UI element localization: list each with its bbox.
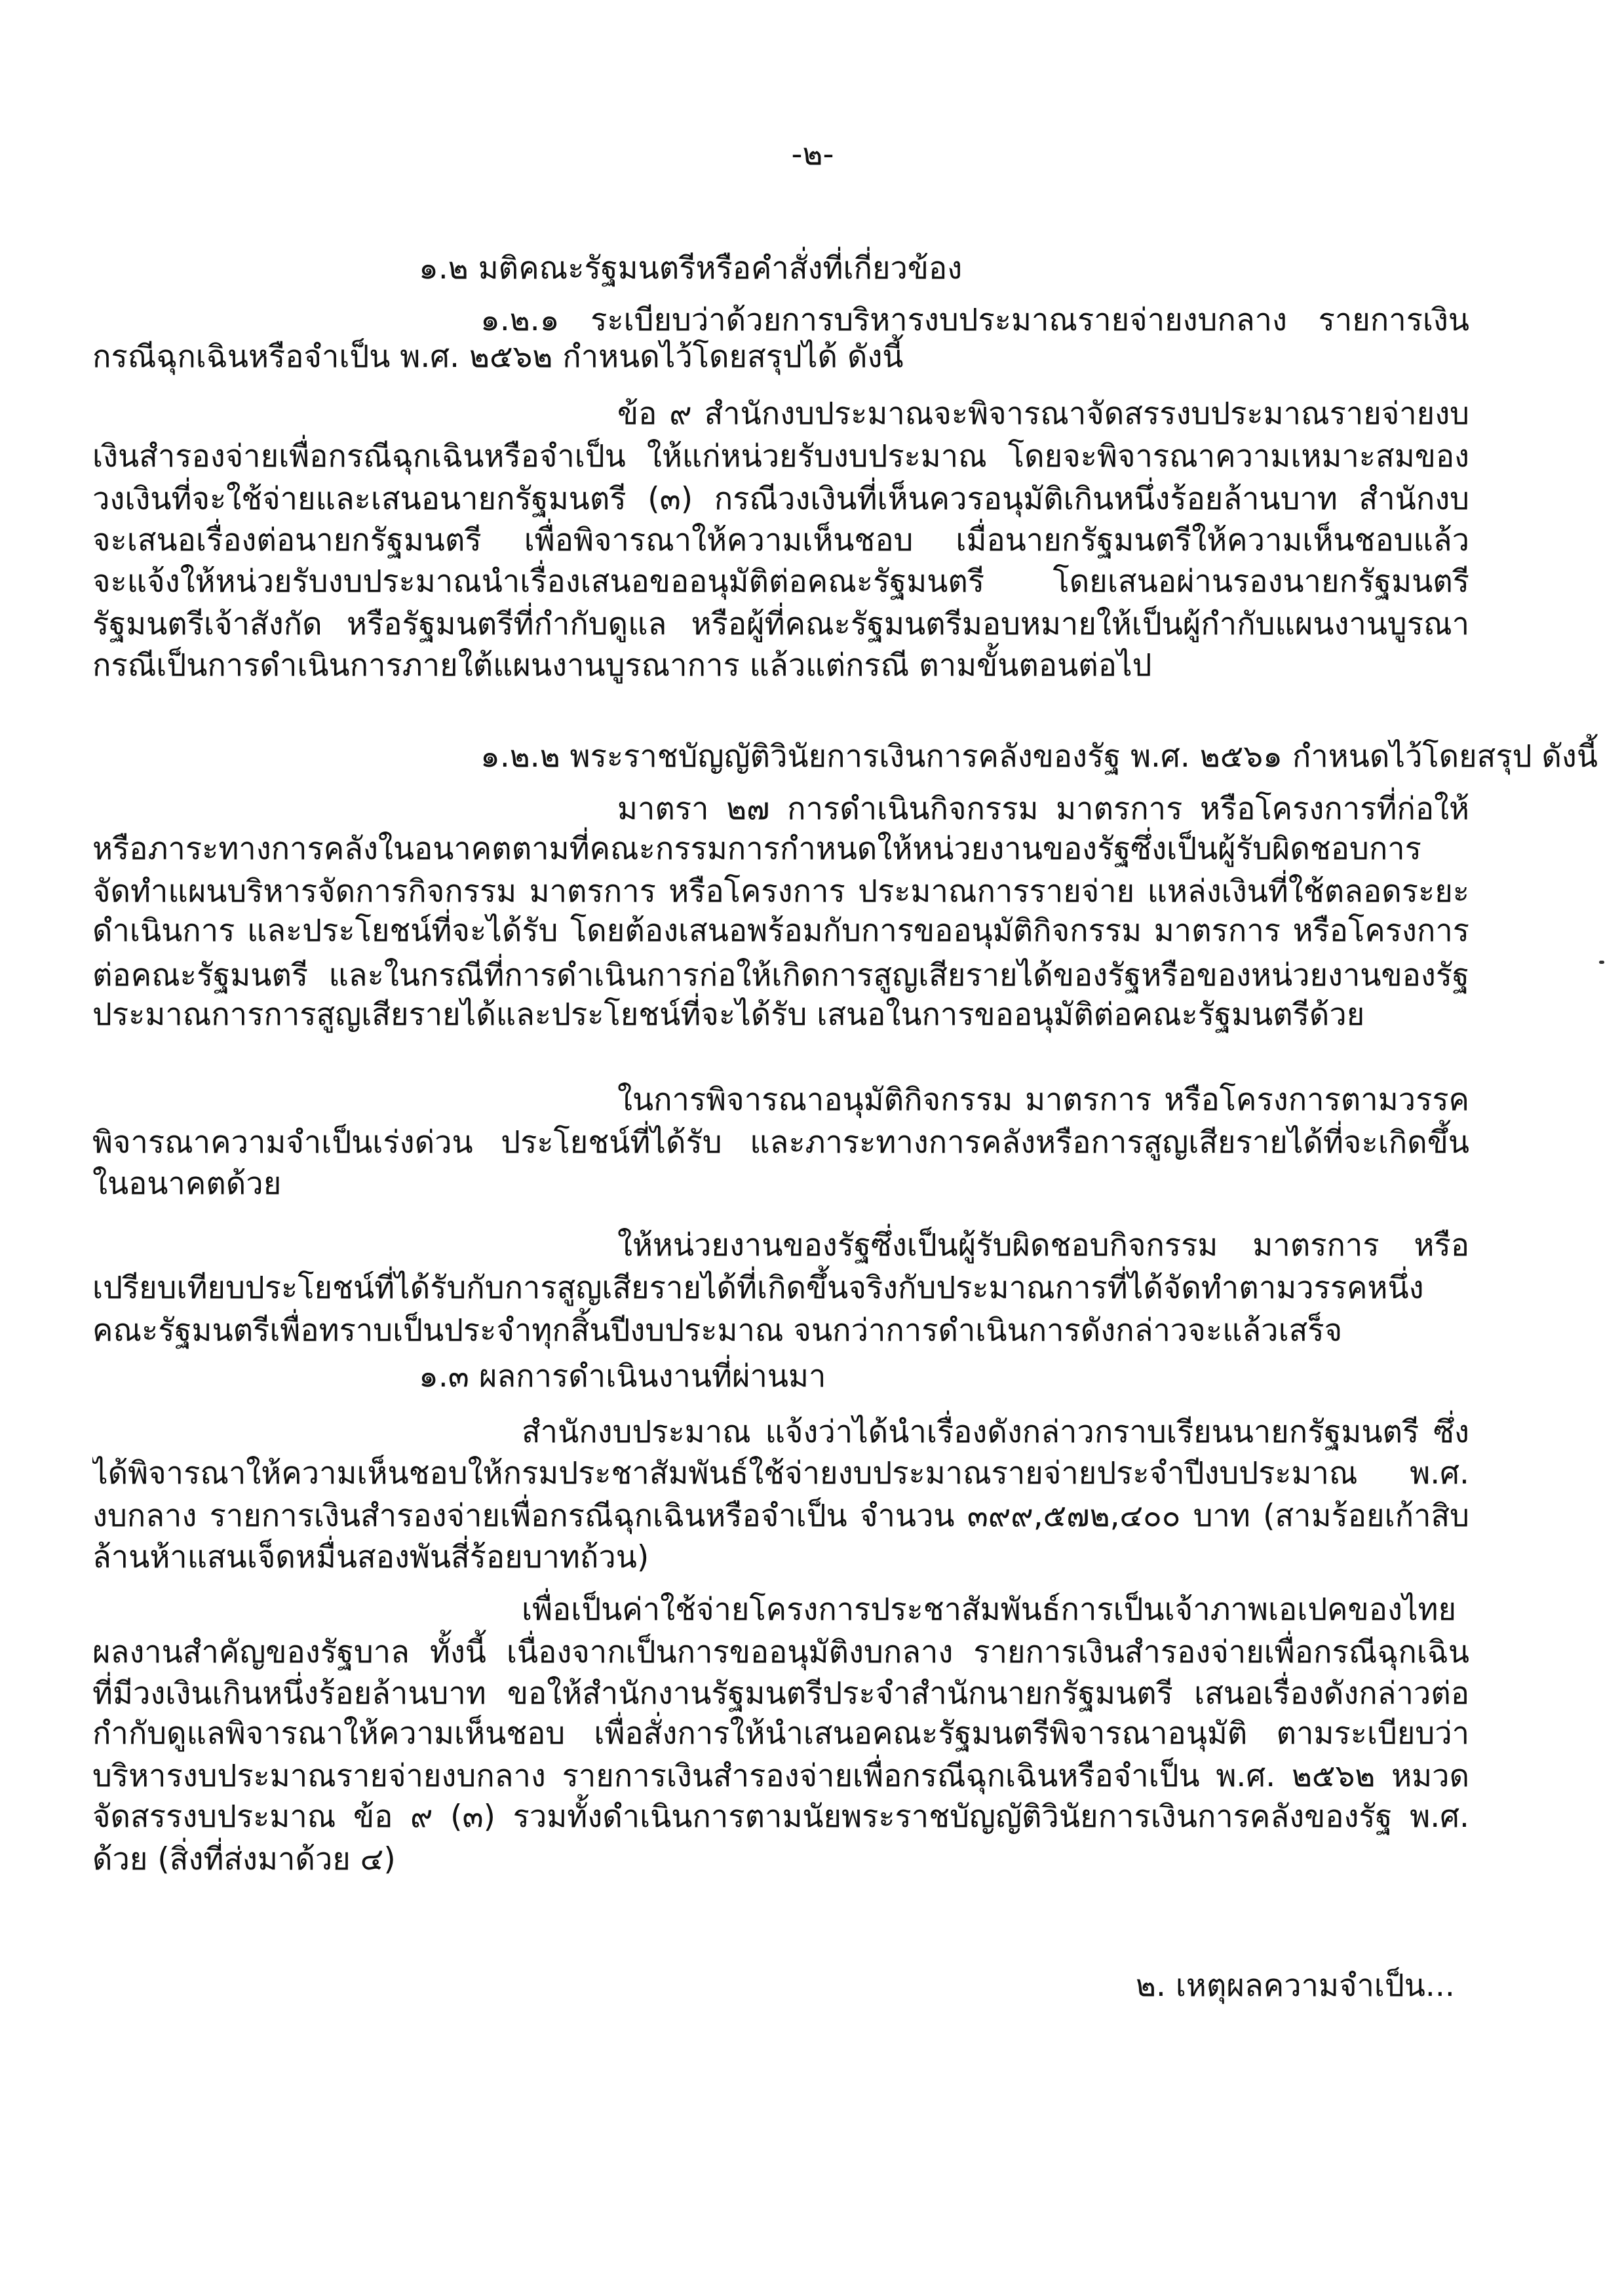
text-line: วงเงินที่จะใช้จ่ายและเสนอนายกรัฐมนตรี (๓) กรณีวงเงินที่เห็นควรอนุมัติเกินหนึ่งร้อยล้านบาท สำนักงบ: [92, 481, 1469, 517]
text-line: เงินสำรองจ่ายเพื่อกรณีฉุกเฉินหรือจำเป็น ให้แก่หน่วยรับงบประมาณ โดยจะพิจารณาความเหมาะสมของ: [92, 438, 1469, 474]
text-line: งบกลาง รายการเงินสำรองจ่ายเพื่อกรณีฉุกเฉินหรือจำเป็น จำนวน ๓๙๙,๕๗๒,๔๐๐ บาท (สามร้อยเก้าสิบ: [92, 1498, 1469, 1534]
text-line: ในการพิจารณาอนุมัติกิจกรรม มาตรการ หรือโครงการตามวรรค: [617, 1082, 1469, 1118]
text-line: จะเสนอเรื่องต่อนายกรัฐมนตรี เพื่อพิจารณาให้ความเห็นชอบ เมื่อนายกรัฐมนตรีให้ความเห็นชอบแล้ว: [92, 522, 1469, 558]
text-line: หรือภาระทางการคลังในอนาคตตามที่คณะกรรมการกำหนดให้หน่วยงานของรัฐซึ่งเป็นผู้รับผิดชอบการ: [92, 831, 1421, 867]
text-line: เพื่อเป็นค่าใช้จ่ายโครงการประชาสัมพันธ์การเป็นเจ้าภาพเอเปคของไทย: [522, 1592, 1457, 1628]
text-line: สำนักงบประมาณ แจ้งว่าได้นำเรื่องดังกล่าวกราบเรียนนายกรัฐมนตรี ซึ่ง: [522, 1414, 1469, 1450]
text-line: จะแจ้งให้หน่วยรับงบประมาณนำเรื่องเสนอขออนุมัติต่อคณะรัฐมนตรี โดยเสนอผ่านรองนายกรัฐมนตรี: [92, 564, 1469, 600]
text-line: ข้อ ๙ สำนักงบประมาณจะพิจารณาจัดสรรงบประมาณรายจ่ายงบ: [617, 396, 1469, 432]
text-line: ที่มีวงเงินเกินหนึ่งร้อยล้านบาท ขอให้สำนักงานรัฐมนตรีประจำสำนักนายกรัฐมนตรี เสนอเรื่องดังกล่าวต่อ: [92, 1675, 1469, 1712]
section-heading: ๑.๒ มติคณะรัฐมนตรีหรือคำสั่งที่เกี่ยวข้อง: [419, 250, 963, 286]
subsection-heading: ๑.๒.๒ พระราชบัญญัติวินัยการเงินการคลังของรัฐ พ.ศ. ๒๕๖๑ กำหนดไว้โดยสรุป ดังนี้: [480, 738, 1598, 775]
page-number: -๒-: [791, 136, 834, 172]
text-line: จัดทำแผนบริหารจัดการกิจกรรม มาตรการ หรือโครงการ ประมาณการรายจ่าย แหล่งเงินที่ใช้ตลอดระยะ: [92, 873, 1469, 909]
text-line: ให้หน่วยงานของรัฐซึ่งเป็นผู้รับผิดชอบกิจกรรม มาตรการ หรือ: [617, 1227, 1469, 1263]
text-line: ผลงานสำคัญของรัฐบาล ทั้งนี้ เนื่องจากเป็นการขออนุมัติงบกลาง รายการเงินสำรองจ่ายเพื่อกรณีฉุกเฉิน: [92, 1634, 1469, 1670]
continuation-marker: ๒. เหตุผลความจำเป็น...: [1136, 1968, 1455, 2004]
text-line: พิจารณาความจำเป็นเร่งด่วน ประโยชน์ที่ได้รับ และภาระทางการคลังหรือการสูญเสียรายได้ที่จะเกิดขึ้น: [92, 1124, 1469, 1160]
text-line: บริหารงบประมาณรายจ่ายงบกลาง รายการเงินสำรองจ่ายเพื่อกรณีฉุกเฉินหรือจำเป็น พ.ศ. ๒๕๖๒ หมวด: [92, 1758, 1469, 1794]
section-heading: ๑.๓ ผลการดำเนินงานที่ผ่านมา: [419, 1358, 826, 1394]
text-line: คณะรัฐมนตรีเพื่อทราบเป็นประจำทุกสิ้นปีงบประมาณ จนกว่าการดำเนินการดังกล่าวจะแล้วเสร็จ: [92, 1312, 1343, 1349]
text-line: มาตรา ๒๗ การดำเนินกิจกรรม มาตรการ หรือโครงการที่ก่อให้: [617, 791, 1469, 827]
text-line: จัดสรรงบประมาณ ข้อ ๙ (๓) รวมทั้งดำเนินการตามนัยพระราชบัญญัติวินัยการเงินการคลังของรัฐ พ.ศ.: [92, 1799, 1469, 1835]
text-line: ประมาณการการสูญเสียรายได้และประโยชน์ที่จะได้รับ เสนอในการขออนุมัติต่อคณะรัฐมนตรีด้วย: [92, 997, 1365, 1033]
text-line: ต่อคณะรัฐมนตรี และในกรณีที่การดำเนินการก่อให้เกิดการสูญเสียรายได้ของรัฐหรือของหน่วยงานของรัฐ: [92, 957, 1469, 993]
text-line: ล้านห้าแสนเจ็ดหมื่นสองพันสี่ร้อยบาทถ้วน): [92, 1539, 649, 1575]
scan-speck: [1599, 961, 1604, 964]
text-line: เปรียบเทียบประโยชน์ที่ได้รับกับการสูญเสียรายได้ที่เกิดขึ้นจริงกับประมาณการที่ได้จัดทำตามวรรคหนึ่ง: [92, 1270, 1424, 1306]
text-line: ได้พิจารณาให้ความเห็นชอบให้กรมประชาสัมพันธ์ใช้จ่ายงบประมาณรายจ่ายประจำปีงบประมาณ พ.ศ.: [92, 1455, 1469, 1491]
text-line: ดำเนินการ และประโยชน์ที่จะได้รับ โดยต้องเสนอพร้อมกับการขออนุมัติกิจกรรม มาตรการ หรือโครงการ: [92, 913, 1469, 949]
text-line: ๑.๒.๑ ระเบียบว่าด้วยการบริหารงบประมาณรายจ่ายงบกลาง รายการเงิน: [480, 302, 1469, 338]
text-line: กรณีฉุกเฉินหรือจำเป็น พ.ศ. ๒๕๖๒ กำหนดไว้โดยสรุปได้ ดังนี้: [92, 339, 904, 375]
text-line: กรณีเป็นการดำเนินการภายใต้แผนงานบูรณาการ แล้วแต่กรณี ตามขั้นตอนต่อไป: [92, 647, 1152, 683]
text-line: ในอนาคตด้วย: [92, 1166, 282, 1202]
text-line: ด้วย (สิ่งที่ส่งมาด้วย ๔): [92, 1841, 396, 1877]
text-line: กำกับดูแลพิจารณาให้ความเห็นชอบ เพื่อสั่งการให้นำเสนอคณะรัฐมนตรีพิจารณาอนุมัติ ตามระเบียบว่า: [92, 1715, 1469, 1751]
text-line: รัฐมนตรีเจ้าสังกัด หรือรัฐมนตรีที่กำกับดูแล หรือผู้ที่คณะรัฐมนตรีมอบหมายให้เป็นผู้กำกับแผนงานบูรณา: [92, 606, 1469, 642]
